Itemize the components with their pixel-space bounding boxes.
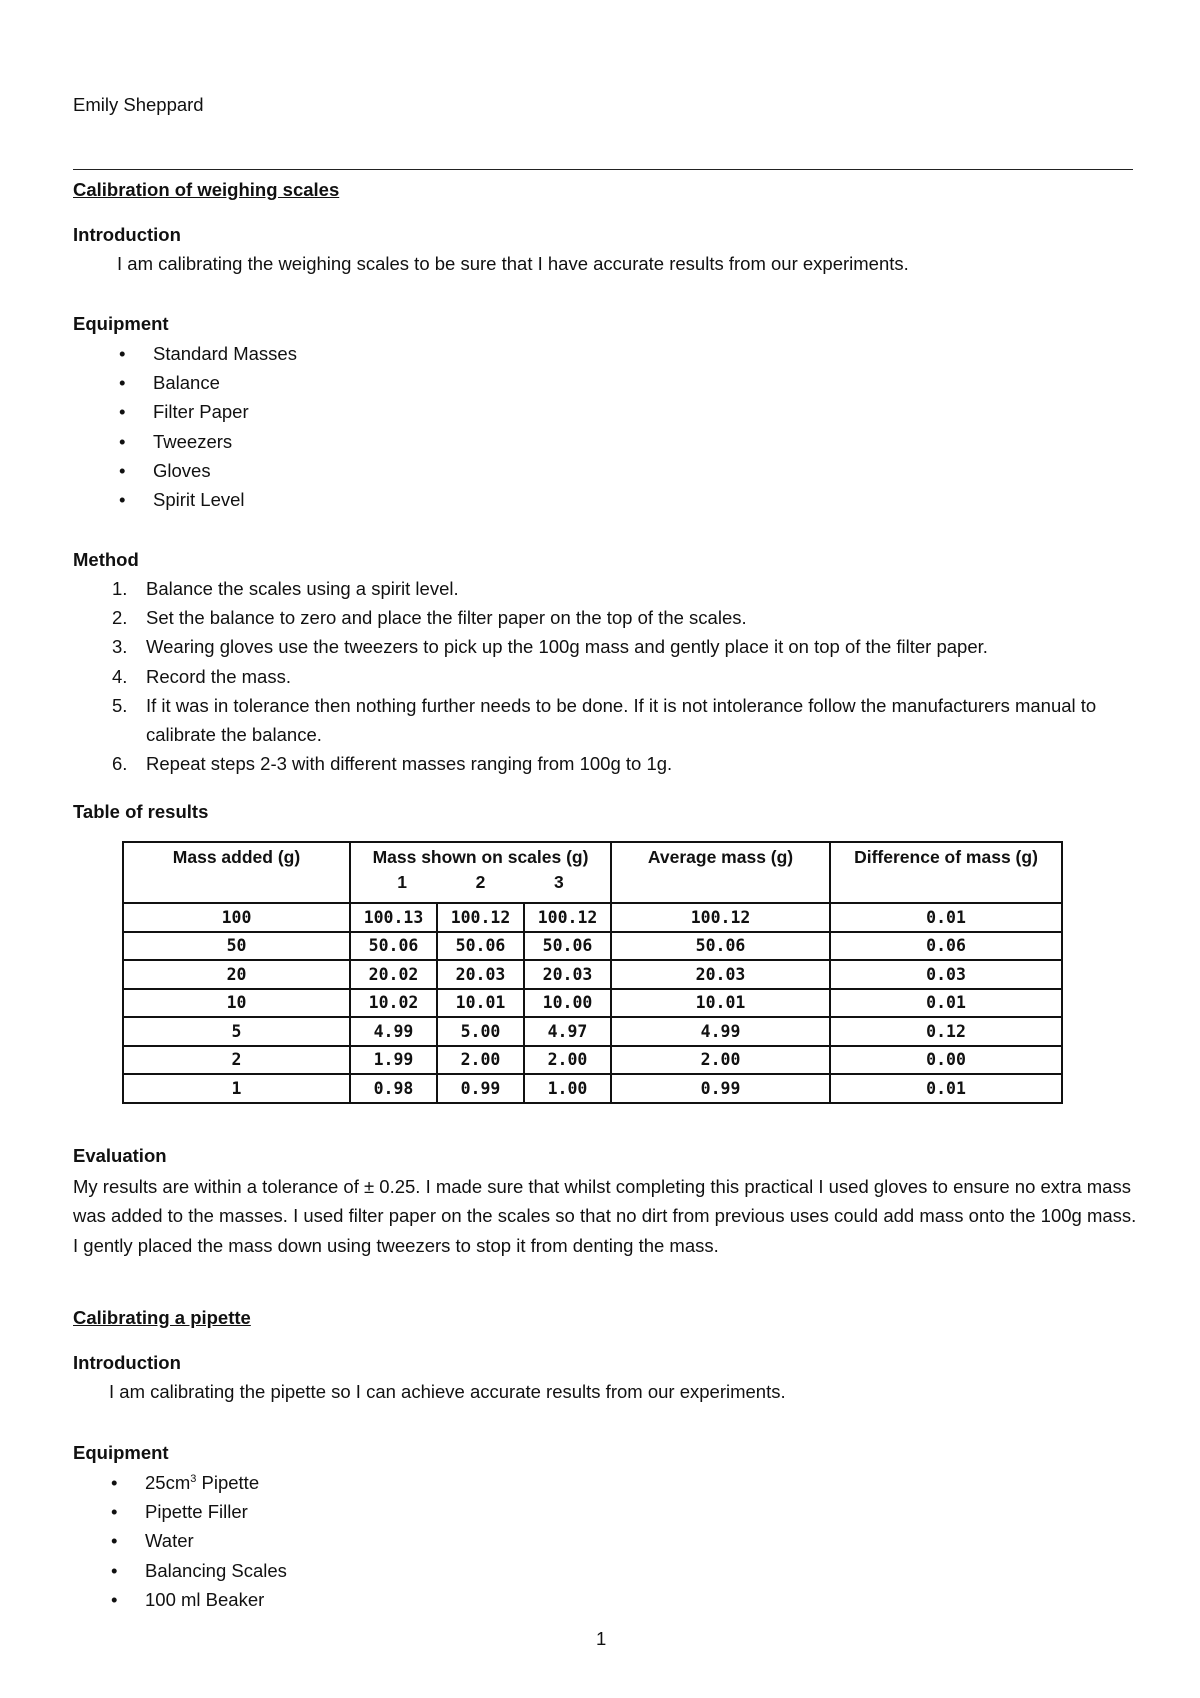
bullet-icon: •	[111, 1559, 118, 1581]
header-rule	[73, 169, 1133, 170]
section2-equipment-heading: Equipment	[73, 1442, 169, 1463]
table-cell: 20.03	[524, 960, 611, 989]
table-cell: 100.12	[437, 903, 524, 932]
list-item: • Balancing Scales	[145, 1556, 287, 1585]
bullet-icon: •	[119, 401, 126, 423]
list-item: • $25cm^3$ Pipette	[145, 1468, 287, 1497]
table-cell: 10.01	[611, 989, 830, 1018]
table-row	[123, 1074, 1062, 1103]
table-cell: 0.03	[830, 960, 1062, 989]
table-cell: 1.99	[350, 1046, 437, 1075]
section1-method-list	[112, 574, 1126, 778]
author-name: Emily Sheppard	[73, 94, 204, 115]
table-cell: 4.99	[350, 1017, 437, 1046]
section1-method-heading: Method	[73, 549, 139, 570]
list-item: • Filter Paper	[153, 397, 297, 426]
header-average: Average mass (g)	[611, 842, 830, 903]
section2-title: Calibrating a pipette	[73, 1307, 251, 1328]
header-mass-added: Mass added (g)	[123, 842, 350, 903]
table-cell: 100.12	[611, 903, 830, 932]
table-cell: 5	[123, 1017, 350, 1046]
table-row	[123, 1017, 1062, 1046]
table-cell: 10.02	[350, 989, 437, 1018]
table-cell: 2	[123, 1046, 350, 1075]
bullet-icon: •	[111, 1588, 118, 1610]
list-item: 2. Set the balance to zero and place the filter paper on the top of the scales.	[112, 607, 747, 629]
table-cell: 100	[123, 903, 350, 932]
table-cell: 0.01	[830, 989, 1062, 1018]
table-heading: Table of results	[73, 801, 209, 822]
table-row	[123, 932, 1062, 961]
table-cell: 0.12	[830, 1017, 1062, 1046]
evaluation-text: My results are within a tolerance of ± 0.25. I made sure that whilst completing this practical I used gloves to ensure no extra mass was added to the masses. I used filter paper on the scales so that no dirt from previous uses could add mass onto the 100g mass. I gently placed the mass down using tweezers to stop it from denting the mass.	[73, 1176, 1137, 1256]
bullet-icon: •	[111, 1530, 118, 1552]
table-cell: 20.03	[437, 960, 524, 989]
bullet-icon: •	[119, 430, 126, 452]
table-cell: 0.98	[350, 1074, 437, 1103]
section2-equipment-list	[111, 1468, 287, 1614]
table-header-row	[123, 842, 1062, 903]
list-item: • Water	[145, 1526, 287, 1555]
list-item: • Gloves	[153, 456, 297, 485]
table-cell: 50.06	[437, 932, 524, 961]
table-cell: 0.01	[830, 903, 1062, 932]
table-cell: 2.00	[524, 1046, 611, 1075]
bullet-icon: •	[119, 459, 126, 481]
table-cell: 1.00	[524, 1074, 611, 1103]
table-cell: 10.01	[437, 989, 524, 1018]
bullet-icon: •	[111, 1472, 118, 1493]
table-cell: 20.02	[350, 960, 437, 989]
list-item: 5. If it was in tolerance then nothing further needs to be done. If it is not intolerance follow the manufacturers manual to calibrate the balance.	[112, 694, 1097, 746]
table-cell: 5.00	[437, 1017, 524, 1046]
list-item: 6. Repeat steps 2-3 with different masses ranging from 100g to 1g.	[112, 753, 673, 775]
table-cell: 50	[123, 932, 350, 961]
list-item: 1. Balance the scales using a spirit level.	[112, 578, 459, 599]
table-cell: 10.00	[524, 989, 611, 1018]
bullet-icon: •	[119, 372, 126, 394]
table-cell: 100.12	[524, 903, 611, 932]
table-cell: 2.00	[611, 1046, 830, 1075]
table-cell: 4.99	[611, 1017, 830, 1046]
table-cell: 2.00	[437, 1046, 524, 1075]
header-reading-1: 1	[397, 872, 408, 892]
table-cell: 0.01	[830, 1074, 1062, 1103]
list-item: • Pipette Filler	[145, 1497, 287, 1526]
table-cell: 50.06	[611, 932, 830, 961]
header-difference: Difference of mass (g)	[830, 842, 1062, 903]
section1-intro-heading: Introduction	[73, 224, 181, 245]
list-item: • Balance	[153, 368, 297, 397]
bullet-icon: •	[119, 489, 126, 511]
table-cell: 50.06	[350, 932, 437, 961]
header-reading-2: 2	[475, 872, 486, 892]
table-cell: 0.99	[437, 1074, 524, 1103]
table-cell: 0.00	[830, 1046, 1062, 1075]
table-row	[123, 960, 1062, 989]
table-row	[123, 903, 1062, 932]
table-row	[123, 1046, 1062, 1075]
list-item: 4. Record the mass.	[112, 665, 291, 687]
table-row	[123, 989, 1062, 1018]
table-cell: 4.97	[524, 1017, 611, 1046]
header-reading-3: 3	[553, 872, 564, 892]
section1-intro-text: I am calibrating the weighing scales to be sure that I have accurate results from our experiments.	[117, 253, 909, 274]
list-item: • Tweezers	[153, 427, 297, 456]
bullet-icon: •	[111, 1501, 118, 1523]
table-cell: 20.03	[611, 960, 830, 989]
table-cell: 0.99	[611, 1074, 830, 1103]
list-item: 3. Wearing gloves use the tweezers to pick up the 100g mass and gently place it on top of the filter paper.	[112, 636, 988, 658]
list-item: • Standard Masses	[153, 339, 297, 368]
table-cell: 50.06	[524, 932, 611, 961]
bullet-icon: •	[119, 343, 126, 364]
section1-equipment-heading: Equipment	[73, 313, 169, 334]
section2-intro-text: I am calibrating the pipette so I can achieve accurate results from our experiments.	[109, 1381, 786, 1402]
table-cell: 0.06	[830, 932, 1062, 961]
section2-intro-heading: Introduction	[73, 1352, 181, 1373]
table-cell: 1	[123, 1074, 350, 1103]
list-item: • Spirit Level	[153, 485, 297, 514]
table-cell: 20	[123, 960, 350, 989]
evaluation-heading: Evaluation	[73, 1145, 167, 1166]
table-cell: 100.13	[350, 903, 437, 932]
section1-equipment-list	[119, 339, 297, 514]
header-mass-shown: Mass shown on scales (g) 1 2 3	[350, 842, 611, 903]
page-number: 1	[596, 1628, 607, 1649]
results-table	[122, 841, 1063, 1104]
section1-title: Calibration of weighing scales	[73, 179, 340, 200]
table-cell: 10	[123, 989, 350, 1018]
list-item: • 100 ml Beaker	[145, 1585, 287, 1614]
